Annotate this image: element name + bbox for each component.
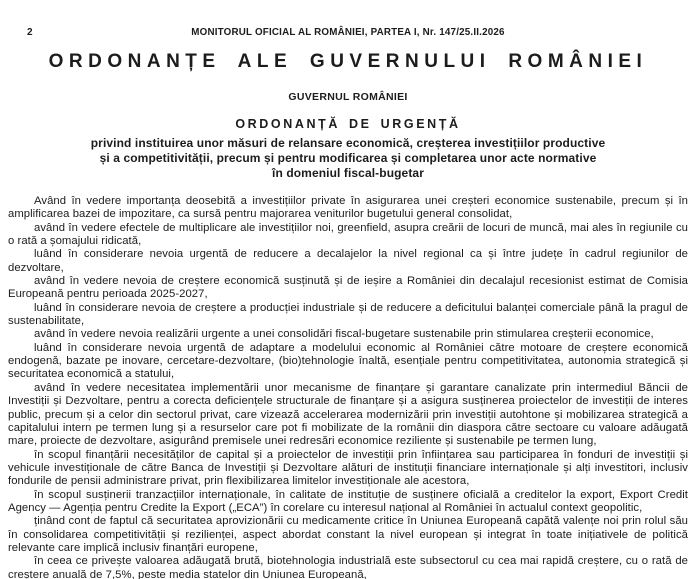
preamble-paragraph: având în vedere necesitatea implementării unor mecanisme de finanțare și garantare canalizate prin intermediul Băncii de Investiții și Dezvoltare, pentru a corecta deficiențele structurale de finanțare și a asigura susținerea proiectelor de investiții de interes public, precum și a celor din sectorul privat, care vizează accelerarea modernizării prin investiții autohtone și mobilizarea strategică a capitalului intern pe termen lung și a resurselor care pot fi mobilizate de la românii din diaspora către sectoare cu valoare adăugată mare, proiecte de dezvoltare, asigurând premisele unei redresări economice reziliente și sustenabile pe termen lung, <box>8 381 688 448</box>
preamble-paragraph: ținând cont de faptul că securitatea aprovizionării cu medicamente critice în Uniunea Europeană capătă valențe noi prin rolul său în consolidarea competitivității și rezilienței, aspect abordat constant la nivel european și integrat în toate inițiativele de politică relevante care implică inclusiv finanțări europene, <box>8 515 688 554</box>
preamble-paragraph: având în vedere efectele de multiplicare ale investițiilor noi, greenfield, asupra creării de locuri de muncă, mai ales în regiunile cu o rată a șomajului ridicată, <box>8 221 688 248</box>
act-title: ORDONANȚĂ DE URGENȚĂ <box>235 117 461 131</box>
preamble-paragraph: luând în considerare nevoia urgentă de adaptare a modelului economic al României către motoare de creștere economică endogenă, bazate pe inovare, cercetare-dezvoltare, (bio)tehnologie înaltă, esențiale pentru competitivitatea, autonomia strategică și securitatea economică a statului, <box>8 341 688 381</box>
page-number: 2 <box>27 27 33 38</box>
running-header: MONITORUL OFICIAL AL ROMÂNIEI, PARTEA I, Nr. 147/25.II.2026 <box>191 27 505 38</box>
preamble-paragraph: luând în considerare nevoia urgentă de reducere a decalajelor la nivel regional ca și între județe în cadrul regiunilor de dezvoltare, <box>8 248 688 274</box>
act-subtitle-line: în domeniul fiscal-bugetar <box>272 166 424 181</box>
preamble-paragraph: Având în vedere importanța deosebită a investițiilor private în asigurarea unei creșteri economice sustenabile, precum și în amplificarea bazei de impozitare, ca sursă pentru majorarea veniturilor bugetului general consolidat, <box>8 195 688 221</box>
issuer-title: GUVERNUL ROMÂNIEI <box>288 91 408 103</box>
preamble-paragraph: în ceea ce privește valoarea adăugată brută, biotehnologia industrială este subsectorul cu cea mai rapidă creștere, cu o rată de creștere anuală de 7,5%, peste media statelor din Uniunea Europeană, <box>8 555 688 579</box>
act-preamble <box>8 195 688 579</box>
preamble-paragraph: luând în considerare nevoia de creștere a producției industriale și de reducere a deficitului balanței comerciale până la pragul de sustenabilitate, <box>8 301 688 328</box>
preamble-paragraph: în scopul susținerii tranzacțiilor internaționale, în calitate de instituție de susținere oficială a creditelor la export, Export Credit Agency — Agenția pentru Credite la Export („ECA”) în corelare cu interesul național al României în actualul context geopolitic, <box>8 488 688 514</box>
act-subtitle-line: privind instituirea unor măsuri de relansare economică, creșterea investițiilor productive <box>90 136 606 150</box>
act-subtitle-line: și a competitivității, precum și pentru modificarea și completarea unor acte normative <box>99 151 597 166</box>
preamble-paragraph: în scopul finanțării necesităților de capital și a proiectelor de investiții prin înființarea sau participarea în fonduri de investiții și vehicule investiționale de către Banca de Investiții și Dezvoltare alături de instituții financiare internaționale și alți investitori, inclusiv fondurile de pensii administrare privat, prin flexibilizarea limitelor investiționale ale acestora, <box>8 448 688 488</box>
act-subtitle <box>0 136 696 182</box>
preamble-paragraph: având în vedere nevoia realizării urgente a unei consolidări fiscal-bugetare sustenabile prin stimularea creșterii economice, <box>34 328 654 341</box>
section-title: ORDONANȚE ALE GUVERNULUI ROMÂNIEI <box>48 51 648 72</box>
preamble-paragraph: având în vedere nevoia de creștere economică susținută și de ieșire a României din decalajul recesionist estimat de Comisia Europeană pentru perioada 2025-2027, <box>8 275 688 301</box>
